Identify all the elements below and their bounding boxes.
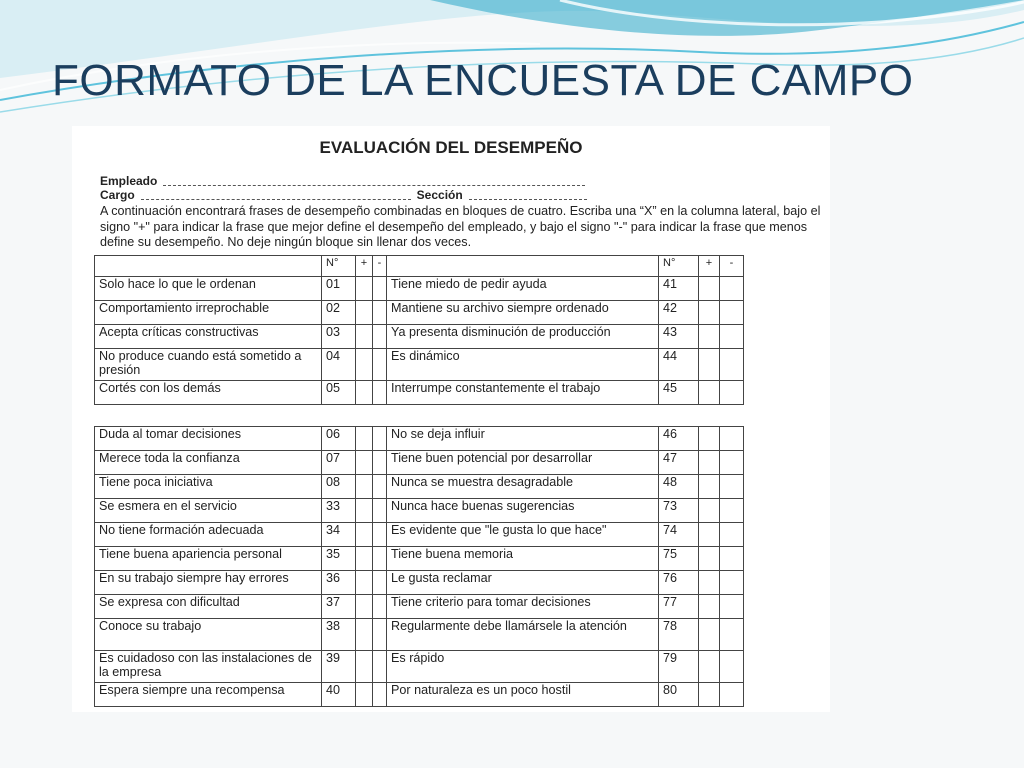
phrase-right: Nunca hace buenas sugerencias <box>387 499 659 523</box>
phrase-right: Tiene buen potencial por desarrollar <box>387 451 659 475</box>
number-left: 04 <box>322 349 356 381</box>
minus-mark-cell-left[interactable] <box>373 499 387 523</box>
number-right: 73 <box>659 499 699 523</box>
minus-mark-cell-left[interactable] <box>373 523 387 547</box>
minus-mark-cell-right[interactable] <box>720 571 744 595</box>
plus-mark-cell-right[interactable] <box>699 381 720 405</box>
number-right: 78 <box>659 619 699 651</box>
plus-mark-cell-right[interactable] <box>699 595 720 619</box>
header-num: N° <box>322 256 356 277</box>
plus-mark-cell-left[interactable] <box>356 277 373 301</box>
table-row <box>95 619 744 651</box>
phrase-right: Regularmente debe llamársele la atención <box>387 619 659 651</box>
plus-mark-cell-right[interactable] <box>699 619 720 651</box>
section-label: Sección <box>416 188 463 202</box>
number-left: 39 <box>322 651 356 683</box>
slide-title: FORMATO DE LA ENCUESTA DE CAMPO <box>52 56 914 105</box>
minus-mark-cell-right[interactable] <box>720 325 744 349</box>
table-row <box>95 651 744 683</box>
employee-label: Empleado <box>100 174 158 188</box>
number-left: 03 <box>322 325 356 349</box>
plus-mark-cell-left[interactable] <box>356 499 373 523</box>
evaluation-block-1 <box>94 255 744 405</box>
minus-mark-cell-right[interactable] <box>720 277 744 301</box>
header-blank <box>95 256 322 277</box>
minus-mark-cell-right[interactable] <box>720 475 744 499</box>
minus-mark-cell-left[interactable] <box>373 571 387 595</box>
phrase-left: Se expresa con dificultad <box>95 595 322 619</box>
number-left: 37 <box>322 595 356 619</box>
phrase-left: Cortés con los demás <box>95 381 322 405</box>
number-left: 36 <box>322 571 356 595</box>
table-row <box>95 381 744 405</box>
plus-mark-cell-left[interactable] <box>356 683 373 707</box>
phrase-left: Es cuidadoso con las instalaciones de la empresa <box>95 651 322 683</box>
phrase-right: Mantiene su archivo siempre ordenado <box>387 301 659 325</box>
plus-mark-cell-right[interactable] <box>699 451 720 475</box>
minus-mark-cell-left[interactable] <box>373 427 387 451</box>
plus-mark-cell-left[interactable] <box>356 547 373 571</box>
phrase-left: Conoce su trabajo <box>95 619 322 651</box>
plus-mark-cell-left[interactable] <box>356 451 373 475</box>
minus-mark-cell-left[interactable] <box>373 651 387 683</box>
plus-mark-cell-right[interactable] <box>699 547 720 571</box>
phrase-left: Merece toda la confianza <box>95 451 322 475</box>
number-left: 01 <box>322 277 356 301</box>
number-left: 07 <box>322 451 356 475</box>
table-header-row <box>95 256 744 277</box>
phrase-left: Espera siempre una recompensa <box>95 683 322 707</box>
minus-mark-cell-right[interactable] <box>720 595 744 619</box>
plus-mark-cell-right[interactable] <box>699 325 720 349</box>
minus-mark-cell-right[interactable] <box>720 547 744 571</box>
plus-mark-cell-left[interactable] <box>356 523 373 547</box>
number-right: 80 <box>659 683 699 707</box>
plus-mark-cell-left[interactable] <box>356 651 373 683</box>
minus-mark-cell-right[interactable] <box>720 619 744 651</box>
phrase-right: Nunca se muestra desagradable <box>387 475 659 499</box>
plus-mark-cell-right[interactable] <box>699 277 720 301</box>
table-row <box>95 499 744 523</box>
minus-mark-cell-left[interactable] <box>373 683 387 707</box>
phrase-left: Duda al tomar decisiones <box>95 427 322 451</box>
minus-mark-cell-left[interactable] <box>373 595 387 619</box>
table-row <box>95 325 744 349</box>
plus-mark-cell-right[interactable] <box>699 523 720 547</box>
number-right: 45 <box>659 381 699 405</box>
number-right: 79 <box>659 651 699 683</box>
minus-mark-cell-left[interactable] <box>373 475 387 499</box>
plus-mark-cell-right[interactable] <box>699 475 720 499</box>
table-row <box>95 427 744 451</box>
table-row <box>95 451 744 475</box>
phrase-right: Tiene buena memoria <box>387 547 659 571</box>
instructions-text: A continuación encontrará frases de desempeño combinadas en bloques de cuatro. Escriba una “X” en la columna lateral, bajo el signo "+" para indicar la frase que mejor define el desempeño del empleado, y bajo el signo "-" para indicar la frase que menos define su desempeño. No deje ningún bloque sin llenar dos veces. <box>100 204 821 249</box>
phrase-right: Por naturaleza es un poco hostil <box>387 683 659 707</box>
plus-mark-cell-right[interactable] <box>699 427 720 451</box>
phrase-right: Tiene criterio para tomar decisiones <box>387 595 659 619</box>
minus-mark-cell-left[interactable] <box>373 381 387 405</box>
phrase-left: No tiene formación adecuada <box>95 523 322 547</box>
number-left: 38 <box>322 619 356 651</box>
number-right: 48 <box>659 475 699 499</box>
number-left: 33 <box>322 499 356 523</box>
survey-document <box>72 126 830 712</box>
plus-mark-cell-right[interactable] <box>699 571 720 595</box>
minus-mark-cell-right[interactable] <box>720 499 744 523</box>
phrase-right: Le gusta reclamar <box>387 571 659 595</box>
minus-mark-cell-left[interactable] <box>373 619 387 651</box>
number-left: 05 <box>322 381 356 405</box>
phrase-left: En su trabajo siempre hay errores <box>95 571 322 595</box>
position-section-field <box>100 188 593 202</box>
number-left: 35 <box>322 547 356 571</box>
header-plus: + <box>699 256 720 277</box>
phrase-left: Tiene buena apariencia personal <box>95 547 322 571</box>
phrase-right: Interrumpe constantemente el trabajo <box>387 381 659 405</box>
phrase-left: No produce cuando está sometido a presión <box>95 349 322 381</box>
plus-mark-cell-right[interactable] <box>699 683 720 707</box>
minus-mark-cell-right[interactable] <box>720 651 744 683</box>
header-blank <box>387 256 659 277</box>
phrase-right: No se deja influir <box>387 427 659 451</box>
minus-mark-cell-right[interactable] <box>720 683 744 707</box>
minus-mark-cell-right[interactable] <box>720 523 744 547</box>
plus-mark-cell-left[interactable] <box>356 571 373 595</box>
number-right: 46 <box>659 427 699 451</box>
number-left: 34 <box>322 523 356 547</box>
phrase-right: Es evidente que "le gusta lo que hace" <box>387 523 659 547</box>
number-right: 43 <box>659 325 699 349</box>
phrase-left: Solo hace lo que le ordenan <box>95 277 322 301</box>
header-minus: - <box>720 256 744 277</box>
minus-mark-cell-left[interactable] <box>373 451 387 475</box>
number-right: 47 <box>659 451 699 475</box>
evaluation-block-2 <box>94 426 744 707</box>
phrase-left: Tiene poca iniciativa <box>95 475 322 499</box>
plus-mark-cell-right[interactable] <box>699 651 720 683</box>
minus-mark-cell-right[interactable] <box>720 427 744 451</box>
minus-mark-cell-right[interactable] <box>720 301 744 325</box>
plus-mark-cell-right[interactable] <box>699 349 720 381</box>
phrase-left: Acepta críticas constructivas <box>95 325 322 349</box>
number-right: 76 <box>659 571 699 595</box>
minus-mark-cell-right[interactable] <box>720 349 744 381</box>
phrase-right: Tiene miedo de pedir ayuda <box>387 277 659 301</box>
plus-mark-cell-right[interactable] <box>699 499 720 523</box>
minus-mark-cell-left[interactable] <box>373 325 387 349</box>
table-row <box>95 595 744 619</box>
plus-mark-cell-left[interactable] <box>356 349 373 381</box>
minus-mark-cell-left[interactable] <box>373 277 387 301</box>
table-row <box>95 475 744 499</box>
plus-mark-cell-right[interactable] <box>699 301 720 325</box>
minus-mark-cell-left[interactable] <box>373 349 387 381</box>
employee-field <box>100 174 591 188</box>
table-row <box>95 301 744 325</box>
table-row <box>95 523 744 547</box>
table-row <box>95 277 744 301</box>
table-row <box>95 547 744 571</box>
minus-mark-cell-left[interactable] <box>373 301 387 325</box>
minus-mark-cell-right[interactable] <box>720 381 744 405</box>
number-left: 06 <box>322 427 356 451</box>
number-left: 02 <box>322 301 356 325</box>
phrase-right: Es dinámico <box>387 349 659 381</box>
plus-mark-cell-left[interactable] <box>356 301 373 325</box>
table-row <box>95 571 744 595</box>
minus-mark-cell-right[interactable] <box>720 451 744 475</box>
number-right: 44 <box>659 349 699 381</box>
header-plus: + <box>356 256 373 277</box>
phrase-right: Es rápido <box>387 651 659 683</box>
header-num: N° <box>659 256 699 277</box>
plus-mark-cell-left[interactable] <box>356 381 373 405</box>
phrase-right: Ya presenta disminución de producción <box>387 325 659 349</box>
number-right: 42 <box>659 301 699 325</box>
minus-mark-cell-left[interactable] <box>373 547 387 571</box>
plus-mark-cell-left[interactable] <box>356 427 373 451</box>
position-label: Cargo <box>100 188 135 202</box>
phrase-left: Se esmera en el servicio <box>95 499 322 523</box>
plus-mark-cell-left[interactable] <box>356 619 373 651</box>
number-left: 08 <box>322 475 356 499</box>
number-right: 75 <box>659 547 699 571</box>
header-minus: - <box>373 256 387 277</box>
number-right: 74 <box>659 523 699 547</box>
document-title: EVALUACIÓN DEL DESEMPEÑO <box>319 138 583 157</box>
table-row <box>95 349 744 381</box>
table-row <box>95 683 744 707</box>
number-right: 77 <box>659 595 699 619</box>
number-left: 40 <box>322 683 356 707</box>
plus-mark-cell-left[interactable] <box>356 595 373 619</box>
plus-mark-cell-left[interactable] <box>356 325 373 349</box>
phrase-left: Comportamiento irreprochable <box>95 301 322 325</box>
plus-mark-cell-left[interactable] <box>356 475 373 499</box>
number-right: 41 <box>659 277 699 301</box>
